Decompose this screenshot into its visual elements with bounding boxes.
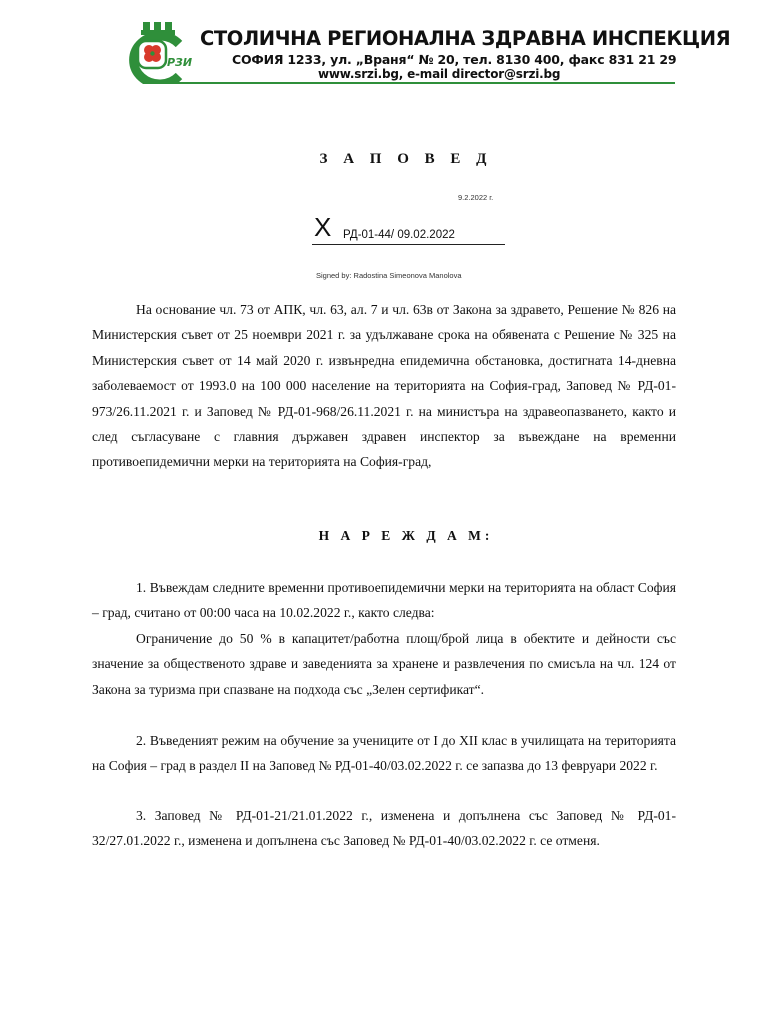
order-item-1-measure: Ограничение до 50 % в капацитет/работна площ/брой лица в обектите и дейности със значение за общественото здраве и заведенията за хранене и развлечения по смисъла на чл. 124 от Закона за туризма при спазване на подхода със „Зелен сертификат“. xyxy=(92,631,676,697)
rzi-logo-icon xyxy=(121,22,199,84)
signature-mark: X xyxy=(314,212,332,242)
order-number: РД-01-44/ 09.02.2022 xyxy=(343,229,455,241)
intro-paragraph: На основание чл. 73 от АПК, чл. 63, ал. 7 и чл. 63в от Закона за здравето, Решение № 826 на Министерския съвет от 25 ноември 2021 г. за удължаване срока на обявената с Решение № 325 на Министерския съвет от 14 май 2020 г. извънредна епидемична обстановка, достигната 14-дневна заболеваемост от 1993.0 на 100 000 население на територията на София-град, Заповед № РД-01-973/26.11.2021 г. и Заповед № РД-01-968/26.11.2021 г. на министъра на здравеопазването, както и след съгласуване с главния държавен здравен инспектор за въвеждане на временни противоепидемични мерки на територията на София-град, xyxy=(92,302,676,470)
logo-text: РЗИ xyxy=(167,56,193,69)
signature-line xyxy=(312,244,505,245)
signed-by: Signed by: Radostina Simeonova Manolova xyxy=(316,271,462,280)
signature-date: 9.2.2022 г. xyxy=(458,193,494,202)
order-item-1: 1. Въвеждам следните временни противоепидемични мерки на територията на област София – град, считано от 00:00 часа на 10.02.2022 г., както следва: xyxy=(92,580,676,621)
header-web: www.srzi.bg, e-mail director@srzi.bg xyxy=(318,67,561,81)
order-item-3: 3. Заповед № РД-01-21/21.01.2022 г., изменена и допълнена със Заповед № РД-01-32/27.01.2022 г., изменена и допълнена със Заповед № РД-01-40/03.02.2022 г. се отменя. xyxy=(92,808,676,849)
header-divider xyxy=(160,82,675,84)
order-item-2: 2. Въведеният режим на обучение за учениците от I до XII клас в училищата на територията на София – град в раздел II на Заповед № РД-01-40/03.02.2022 г. се запазва до 13 февруари 2022 г. xyxy=(92,733,676,774)
document-title: З А П О В Е Д xyxy=(319,151,493,167)
header-title: СТОЛИЧНА РЕГИОНАЛНА ЗДРАВНА ИНСПЕКЦИЯ xyxy=(200,27,731,50)
order-heading: Н А Р Е Ж Д А М: xyxy=(318,528,494,543)
header-address: СОФИЯ 1233, ул. „Враня“ № 20, тел. 8130 400, факс 831 21 29 xyxy=(232,52,677,67)
